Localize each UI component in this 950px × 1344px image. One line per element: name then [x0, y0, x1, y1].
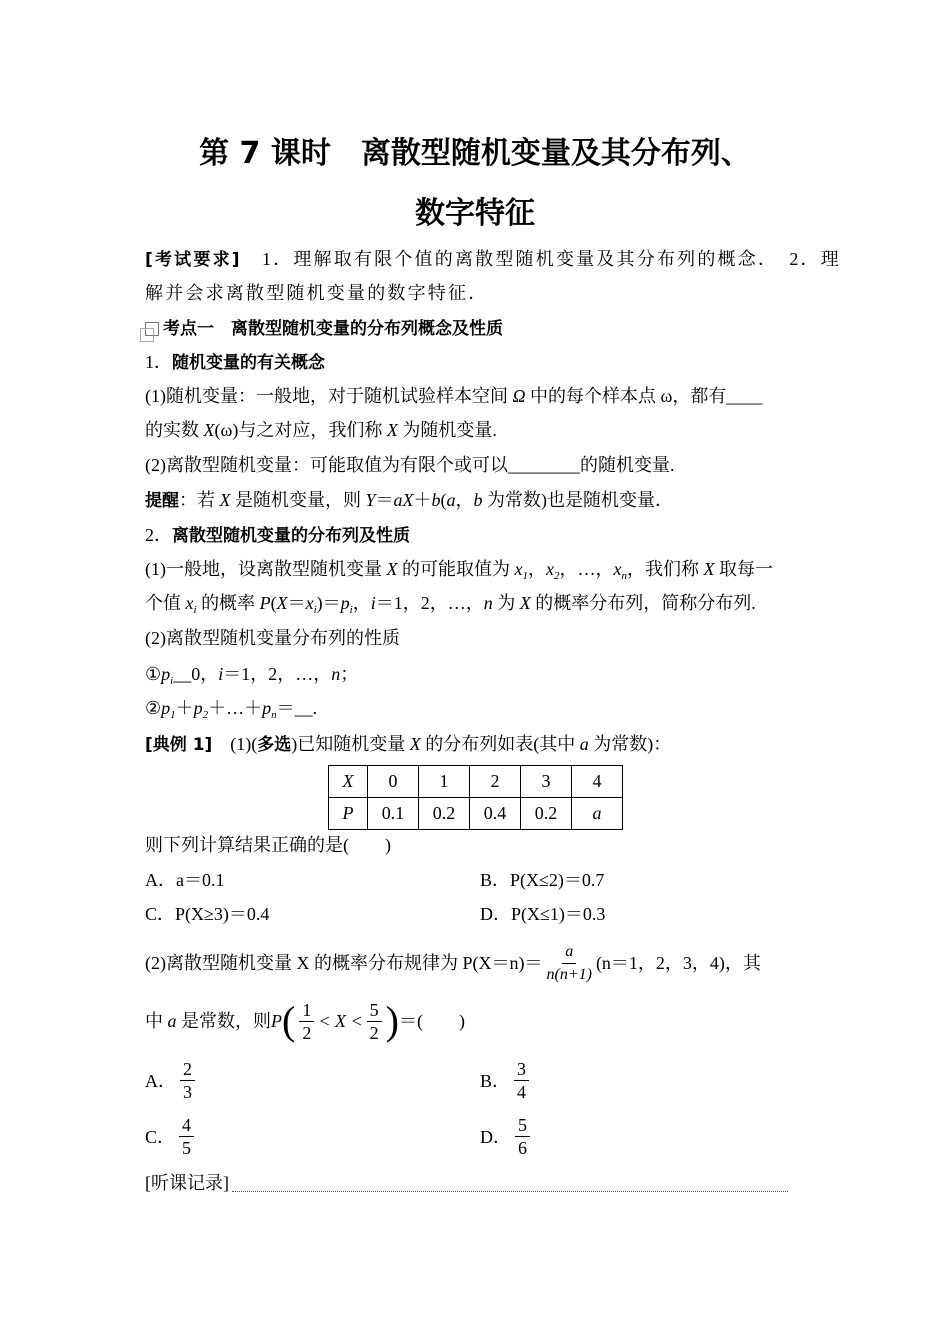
section-heading-text: [163, 318, 503, 338]
bold-text: [典例 1]: [145, 735, 213, 755]
text: 的随机变量.: [580, 455, 675, 475]
denominator: 3: [183, 1081, 192, 1102]
table-cell: 0.2: [419, 798, 470, 830]
numerator: 5: [515, 1114, 530, 1137]
table-cell: X: [329, 766, 368, 798]
text: 为随机变量.: [397, 420, 497, 440]
text: 0，: [191, 664, 219, 684]
numerator: 4: [179, 1114, 194, 1137]
text: 则下列计算结果正确的是( ): [145, 835, 391, 855]
text: (ω)与之对应，我们称: [214, 420, 387, 440]
math-var: i: [218, 664, 224, 684]
tip: [145, 487, 810, 513]
table-cell: P: [329, 798, 368, 830]
text: 1．理解取有限个值的离散型随机变量及其分布列的概念． 2．理: [241, 249, 841, 269]
choice-b: B．P(X≤2)＝0.7: [480, 870, 605, 890]
math-var: X: [386, 559, 398, 579]
table-cell: 0.4: [470, 798, 521, 830]
subheading-1: [145, 349, 810, 375]
paragraph: [145, 383, 810, 409]
math-var: x: [305, 593, 314, 613]
subscript: 2: [202, 709, 209, 721]
text: [145, 1008, 271, 1034]
text: 的可能取值为: [397, 559, 515, 579]
text: 2．: [145, 525, 172, 545]
title-line-2: 数字特征: [415, 196, 535, 231]
math-var: aX: [393, 490, 414, 510]
fraction: [179, 1114, 194, 1159]
distribution-table: [328, 765, 623, 830]
choice-a: [145, 1056, 199, 1104]
text: ＋: [413, 490, 432, 510]
text: (: [440, 490, 447, 510]
math-var: X: [519, 593, 531, 613]
text: 取每一: [714, 559, 773, 579]
label: B．: [480, 1071, 511, 1091]
numerator: 2: [180, 1058, 195, 1081]
text: 的概率分布列，简称分布列.: [530, 593, 756, 613]
label: C．: [145, 1127, 176, 1147]
text: (1)随机变量：一般地，对于随机试验样本空间: [145, 386, 513, 406]
text: ，: [528, 559, 546, 579]
math-var: a: [446, 490, 456, 510]
text: (2)离散型随机变量：可能取值为有限个或可以: [145, 455, 508, 475]
math-var: p: [193, 698, 203, 718]
text: 是常数，则: [176, 1011, 271, 1031]
bold-text: 随机变量的有关概念: [172, 353, 325, 373]
subheading-2: [145, 522, 810, 548]
math-var: P: [259, 593, 271, 613]
example-2-line-2: [145, 996, 810, 1046]
fraction: [514, 1058, 529, 1103]
text: )＝: [316, 593, 341, 613]
denominator: 4: [517, 1081, 527, 1102]
choice-d: [480, 1112, 534, 1160]
table-cell: 0.1: [368, 798, 419, 830]
math-var: p: [161, 664, 171, 684]
numerator: a: [562, 941, 576, 964]
table-cell: 0.2: [521, 798, 572, 830]
math-var: x: [514, 559, 523, 579]
text: (2)离散型随机变量分布列的性质: [145, 628, 400, 648]
math-var: x: [546, 559, 554, 579]
math-var: i: [370, 593, 376, 613]
math-var: b: [431, 490, 441, 510]
text: 的分布列如表(其中: [420, 734, 580, 754]
subscript: n: [621, 570, 627, 582]
math-var: X: [409, 734, 421, 754]
text: ，: [455, 490, 474, 510]
text: ②: [145, 698, 162, 718]
denominator: 2: [302, 1022, 312, 1043]
table-row: [329, 798, 623, 830]
text: ＝: [276, 698, 295, 718]
bold-text: 多选: [257, 735, 292, 755]
math-var: X: [386, 420, 398, 440]
subscript: n: [271, 709, 277, 721]
paren-right: ): [385, 998, 399, 1043]
paragraph: [145, 556, 810, 582]
notes-dotted-line: [232, 1191, 788, 1192]
paragraph: [145, 590, 810, 616]
text: ＝1，2，…，: [223, 664, 332, 684]
text: 为常数)也是随机变量．: [482, 490, 674, 510]
math-var: a: [167, 1011, 177, 1031]
math-var: X: [203, 420, 215, 440]
math-var: X: [276, 593, 288, 613]
math-var: x: [185, 593, 194, 613]
denominator: 5: [182, 1137, 192, 1158]
bold-text: [考试要求]: [145, 250, 242, 270]
paragraph: [145, 625, 810, 651]
math-var: x: [613, 559, 622, 579]
fill-blank: __: [294, 698, 313, 718]
text: ＝: [287, 593, 306, 613]
math-var: n: [331, 664, 341, 684]
choice-c: C．P(X≥3)＝0.4: [145, 904, 270, 924]
fill-blank: __: [173, 664, 192, 684]
section-heading: [145, 315, 810, 341]
numerator: 5: [367, 999, 382, 1022]
fill-blank: ________: [508, 455, 580, 475]
choice-a: A．a＝0.1: [145, 870, 225, 890]
fraction: [515, 1114, 530, 1159]
text: 是随机变量，则: [230, 490, 366, 510]
subscript: 1: [170, 709, 176, 721]
table-cell: 1: [419, 766, 470, 798]
text: (1)一般地，设离散型随机变量: [145, 559, 387, 579]
choice-d: D．P(X≤1)＝0.3: [480, 904, 606, 924]
choice-c: [145, 1112, 198, 1160]
text: ，我们称: [627, 559, 704, 579]
section-marker-icon: [145, 322, 159, 336]
text: (2)离散型随机变量 X 的概率分布规律为 P(X＝n)＝: [145, 953, 543, 973]
text: 为常数)：: [588, 734, 672, 754]
text: (1)(: [212, 734, 258, 754]
label: A．: [145, 1071, 176, 1091]
example-1: [145, 731, 810, 757]
numerator: 1: [299, 999, 314, 1022]
denominator: 2: [369, 1022, 379, 1043]
text: ＋…＋: [208, 698, 263, 718]
paren-left: (: [282, 998, 296, 1043]
title-line-1: 第 7 课时 离散型随机变量及其分布列、: [199, 136, 751, 171]
math-var: p: [262, 698, 272, 718]
math-var: X: [219, 490, 231, 510]
table-row: [329, 766, 623, 798]
text: ＝( ): [398, 1011, 465, 1031]
subscript: 2: [554, 570, 560, 582]
math-var: X: [703, 559, 715, 579]
table-cell: 2: [470, 766, 521, 798]
bold-text: 离散型随机变量的分布列及性质: [172, 526, 410, 546]
exam-requirements-cont: [145, 280, 810, 306]
fraction: [367, 999, 382, 1044]
fraction: [546, 941, 591, 986]
text: 中的每个样本点 ω，都有: [525, 386, 727, 406]
table-cell: 3: [521, 766, 572, 798]
math-var: b: [473, 490, 483, 510]
table-cell: 0: [368, 766, 419, 798]
math-var: Ω: [512, 386, 526, 406]
bold-text: 提醒: [145, 491, 179, 511]
property-2: [145, 695, 810, 721]
fraction: [299, 999, 314, 1044]
text: ＝1，2，…，: [375, 593, 484, 613]
label: D．: [480, 1127, 511, 1147]
lecture-notes-label: [145, 1170, 810, 1196]
text: (: [270, 593, 277, 613]
math-var: p: [340, 593, 350, 613]
text: )已知随机变量: [291, 734, 410, 754]
text: ，: [352, 593, 371, 613]
text: [听课记录]: [145, 1173, 229, 1193]
fill-blank: ____: [726, 386, 763, 406]
text: 1．: [145, 352, 172, 372]
text: P: [271, 1011, 282, 1031]
text: .: [312, 698, 318, 718]
text: (n＝1，2，3，4)，其: [595, 953, 761, 973]
subscript: i: [170, 675, 174, 687]
bold-text: 考点一 离散型随机变量的分布列概念及性质: [163, 319, 503, 339]
table-cell: a: [572, 798, 623, 830]
denominator: 6: [518, 1137, 527, 1158]
fraction: [180, 1058, 195, 1103]
question: [145, 832, 810, 858]
text: ；: [340, 664, 359, 684]
denominator: n(n+1): [546, 965, 592, 983]
paragraph: [145, 452, 810, 478]
text: ＝: [375, 490, 394, 510]
table-cell: 4: [572, 766, 623, 798]
math-var: Y: [365, 490, 376, 510]
text: 个值: [145, 593, 186, 613]
text: 解并会求离散型随机变量的数字特征．: [145, 283, 489, 303]
text: 的概率: [196, 593, 260, 613]
subscript: i: [193, 604, 197, 616]
example-2-line-1: [145, 938, 810, 988]
text: 的实数: [145, 420, 204, 440]
choice-b: [480, 1056, 533, 1104]
property-1: [145, 661, 810, 687]
exam-requirements: [145, 246, 841, 272]
text: < X <: [318, 1011, 363, 1031]
text: ：若: [179, 490, 220, 510]
subscript: 1: [522, 570, 528, 582]
numerator: 3: [514, 1058, 529, 1081]
text: 为: [492, 593, 520, 613]
subscript: i: [313, 604, 317, 616]
math-var: p: [161, 698, 171, 718]
paragraph: [145, 417, 810, 443]
text: 中: [145, 1011, 168, 1031]
subscript: i: [349, 604, 353, 616]
text: ①: [145, 664, 162, 684]
text: ，…，: [559, 559, 614, 579]
math-var: a: [579, 734, 589, 754]
math-var: n: [483, 593, 493, 613]
text: ＋: [175, 698, 194, 718]
